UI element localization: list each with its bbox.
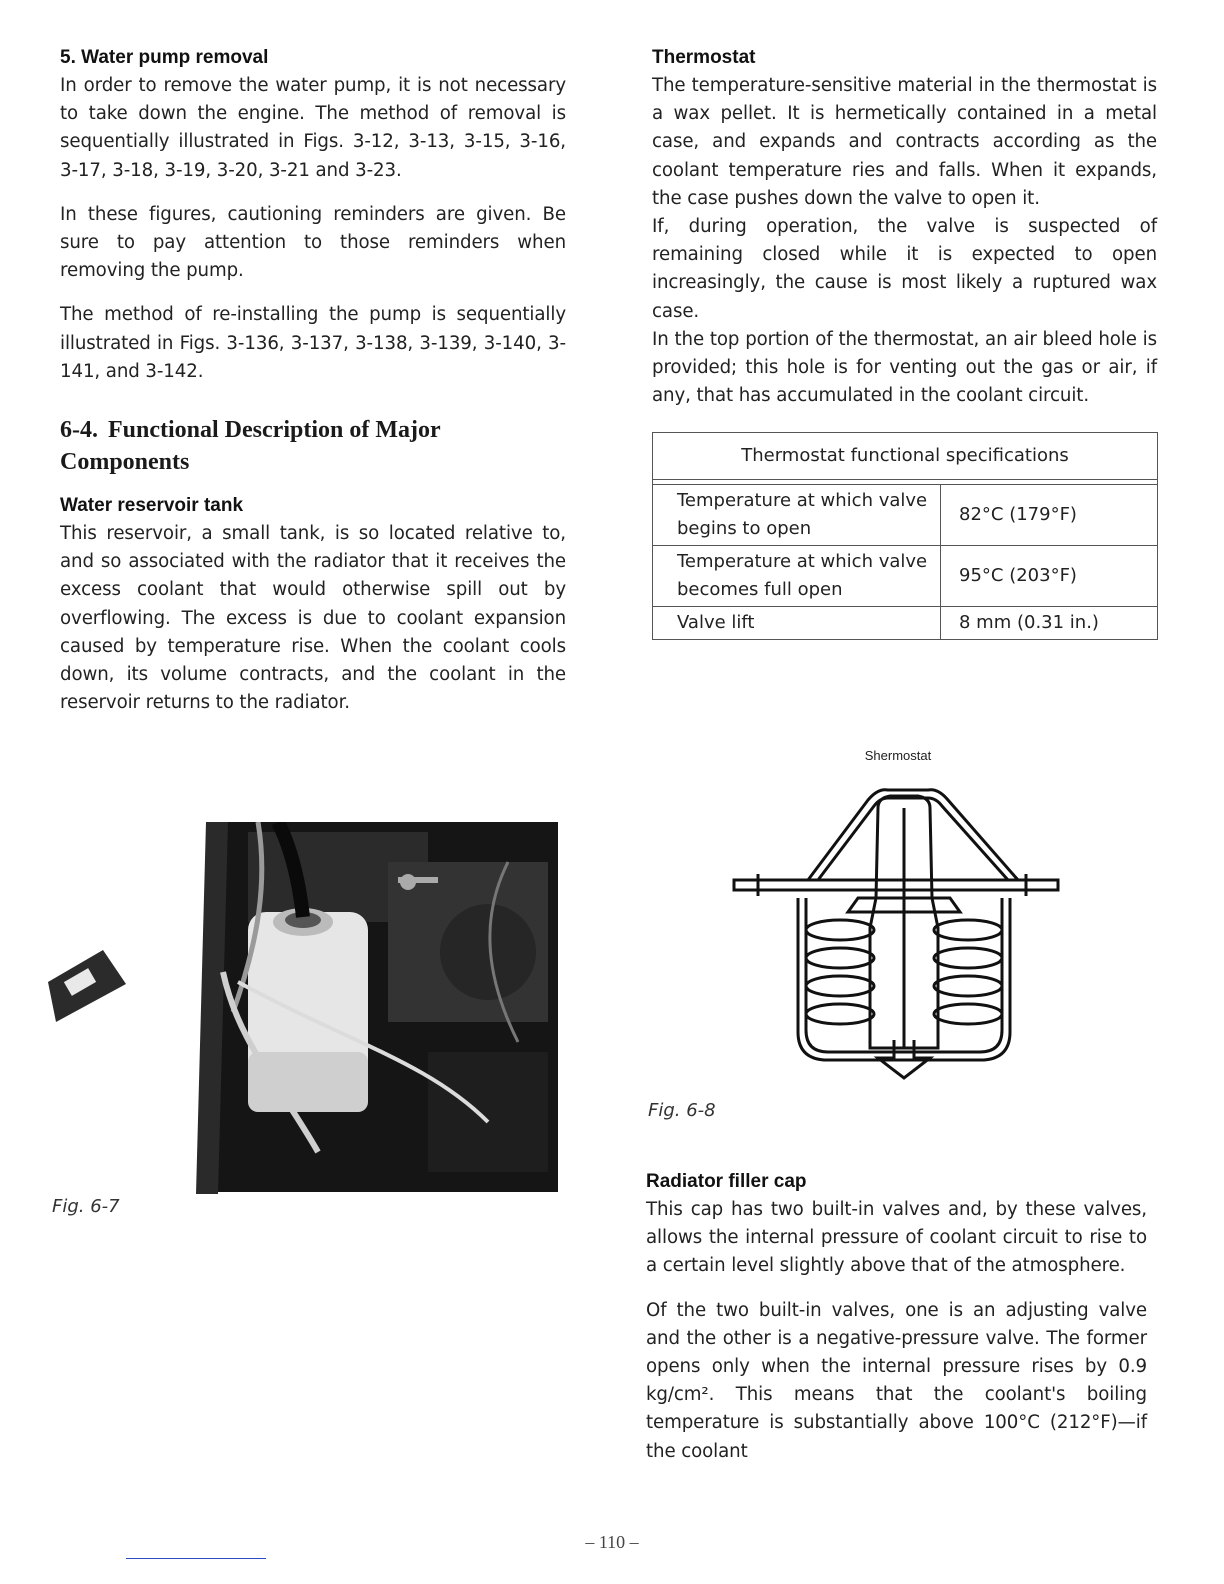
reservoir-tank-photo bbox=[48, 822, 560, 1194]
reservoir-heading: Water reservoir tank bbox=[60, 495, 244, 517]
page-number: – 110 – bbox=[585, 1532, 639, 1552]
thermostat-diagram bbox=[728, 748, 1068, 1084]
thermostat-paragraph-2: If, during operation, the valve is suspected of remaining closed while it is expected to open increasingly, the cause is most likely a ruptured wax case. bbox=[652, 216, 1157, 322]
diagram-label: Shermostat bbox=[864, 748, 932, 763]
spec-label: Temperature at which valve becomes full open bbox=[653, 546, 941, 607]
filler-cap-paragraph-2: Of the two built-in valves, one is an adjusting valve and the other is a negative-pressure valve. The former opens only when the internal pressure rises by 0.9 kg/cm². This means that the coolant's boiling temperature is substantially above 100°C (212°F)—if the coolant bbox=[646, 1299, 1147, 1462]
spec-value: 95°C (203°F) bbox=[941, 546, 1158, 607]
fig-6-8-caption: Fig. 6-8 bbox=[648, 1100, 716, 1121]
section-title bbox=[60, 414, 566, 478]
thermostat-paragraph-3: In the top portion of the thermostat, an air bleed hole is provided; this hole is for venting out the gas or air, if any, that has accumulated in the coolant circuit. bbox=[652, 328, 1157, 407]
bottom-rule bbox=[126, 1558, 266, 1559]
thermostat-drawing bbox=[728, 748, 1068, 1084]
spec-label: Temperature at which valve begins to open bbox=[653, 485, 941, 546]
filler-cap-paragraph-1: This cap has two built-in valves and, by these valves, allows the internal pressure of coolant circuit to rise to a certain level slightly above that of the atmosphere. bbox=[646, 1199, 1147, 1277]
filler-cap-heading: Radiator filler cap bbox=[646, 1171, 807, 1192]
spec-label: Valve lift bbox=[653, 607, 941, 640]
reservoir-paragraph: This reservoir, a small tank, is so located relative to, and so associated with the radiator that it receives the excess coolant that would otherwise spill out by overflowing. The excess is due to coolant expansion caused by temperature rise. When the coolant cools down, its volume contracts, and the coolant in the reservoir returns to the radiator. bbox=[60, 523, 566, 714]
water-pump-paragraph-1: In order to remove the water pump, it is not necessary to take down the engine. The method of removal is sequentially illustrated in Figs. 3-12, 3-13, 3-15, 3-16, 3-17, 3-18, 3-19, 3-20, 3-21 and 3-23. bbox=[60, 75, 566, 181]
table-row bbox=[653, 546, 1158, 607]
thermostat-spec-table bbox=[652, 432, 1158, 640]
filler-cap-section bbox=[646, 1168, 1147, 1466]
water-pump-paragraph-2: In these figures, cautioning reminders are given. Be sure to pay attention to those reminders when removing the pump. bbox=[60, 203, 566, 282]
table-header-row bbox=[653, 433, 1158, 480]
section-title-text: Functional Description of Major Components bbox=[60, 417, 441, 476]
thermostat-paragraph-1: The temperature-sensitive material in the thermostat is a wax pellet. It is hermetically contained in a metal case, and expands and contracts according as the coolant temperature ries and falls. When it expands, the case pushes down the valve to open it. bbox=[652, 75, 1157, 209]
water-pump-paragraph-3: The method of re-installing the pump is sequentially illustrated in Figs. 3-136, 3-137, 3-138, 3-139, 3-140, 3-141, and 3-142. bbox=[60, 304, 566, 382]
left-column bbox=[60, 44, 566, 717]
thermostat-heading: Thermostat bbox=[652, 47, 756, 68]
table-row bbox=[653, 607, 1158, 640]
fig-6-7-caption: Fig. 6-7 bbox=[52, 1196, 120, 1217]
table-row bbox=[653, 485, 1158, 546]
water-pump-heading: 5. Water pump removal bbox=[60, 47, 269, 68]
spec-value: 82°C (179°F) bbox=[941, 485, 1158, 546]
spec-value: 8 mm (0.31 in.) bbox=[941, 607, 1158, 640]
section-number: 6-4. bbox=[60, 417, 98, 444]
right-column bbox=[652, 44, 1157, 640]
spec-table-title: Thermostat functional specifications bbox=[653, 433, 1158, 480]
